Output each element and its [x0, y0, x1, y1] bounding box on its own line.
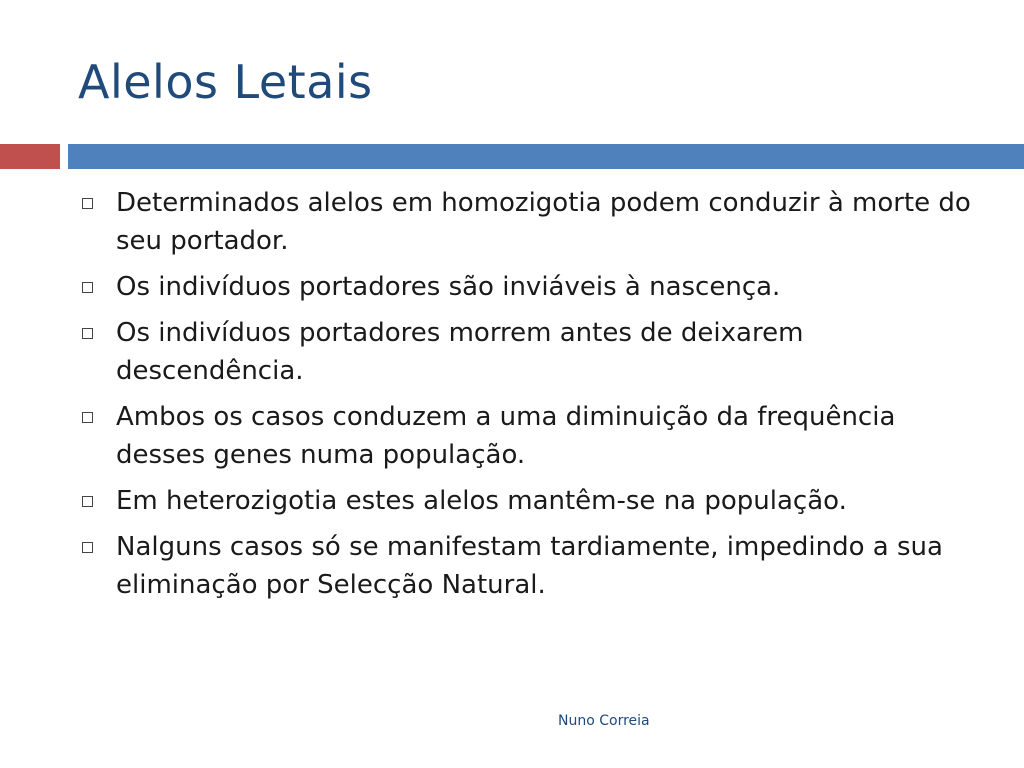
hollow-square-bullet-icon: [82, 328, 93, 339]
bullet-text: Em heterozigotia estes alelos mantêm-se na população.: [116, 486, 847, 516]
hollow-square-bullet-icon: [82, 542, 93, 553]
bullet-text: Nalguns casos só se manifestam tardiamente, impedindo a sua eliminação por Selecção Natural.: [116, 532, 943, 600]
bullet-item: [80, 528, 980, 604]
bullet-item: [80, 268, 980, 306]
bullet-text: Determinados alelos em homozigotia podem conduzir à morte do seu portador.: [116, 188, 971, 256]
slide-title: Alelos Letais: [78, 55, 373, 109]
hollow-square-bullet-icon: [82, 412, 93, 423]
bullet-item: [80, 184, 980, 260]
hollow-square-bullet-icon: [82, 198, 93, 209]
slide-footer-author: Nuno Correia: [558, 713, 650, 729]
hollow-square-bullet-icon: [82, 496, 93, 507]
hollow-square-bullet-icon: [82, 282, 93, 293]
bullet-item: [80, 482, 980, 520]
title-accent-bar-red: [0, 144, 60, 169]
bullet-text: Os indivíduos portadores morrem antes de deixarem descendência.: [116, 318, 804, 386]
bullet-text: Os indivíduos portadores são inviáveis à nascença.: [116, 272, 781, 302]
title-accent-bar-blue: [68, 144, 1024, 169]
bullet-item: [80, 314, 980, 390]
bullet-item: [80, 398, 980, 474]
bullet-text: Ambos os casos conduzem a uma diminuição da frequência desses genes numa população.: [116, 402, 896, 470]
bullet-list: [80, 184, 980, 612]
